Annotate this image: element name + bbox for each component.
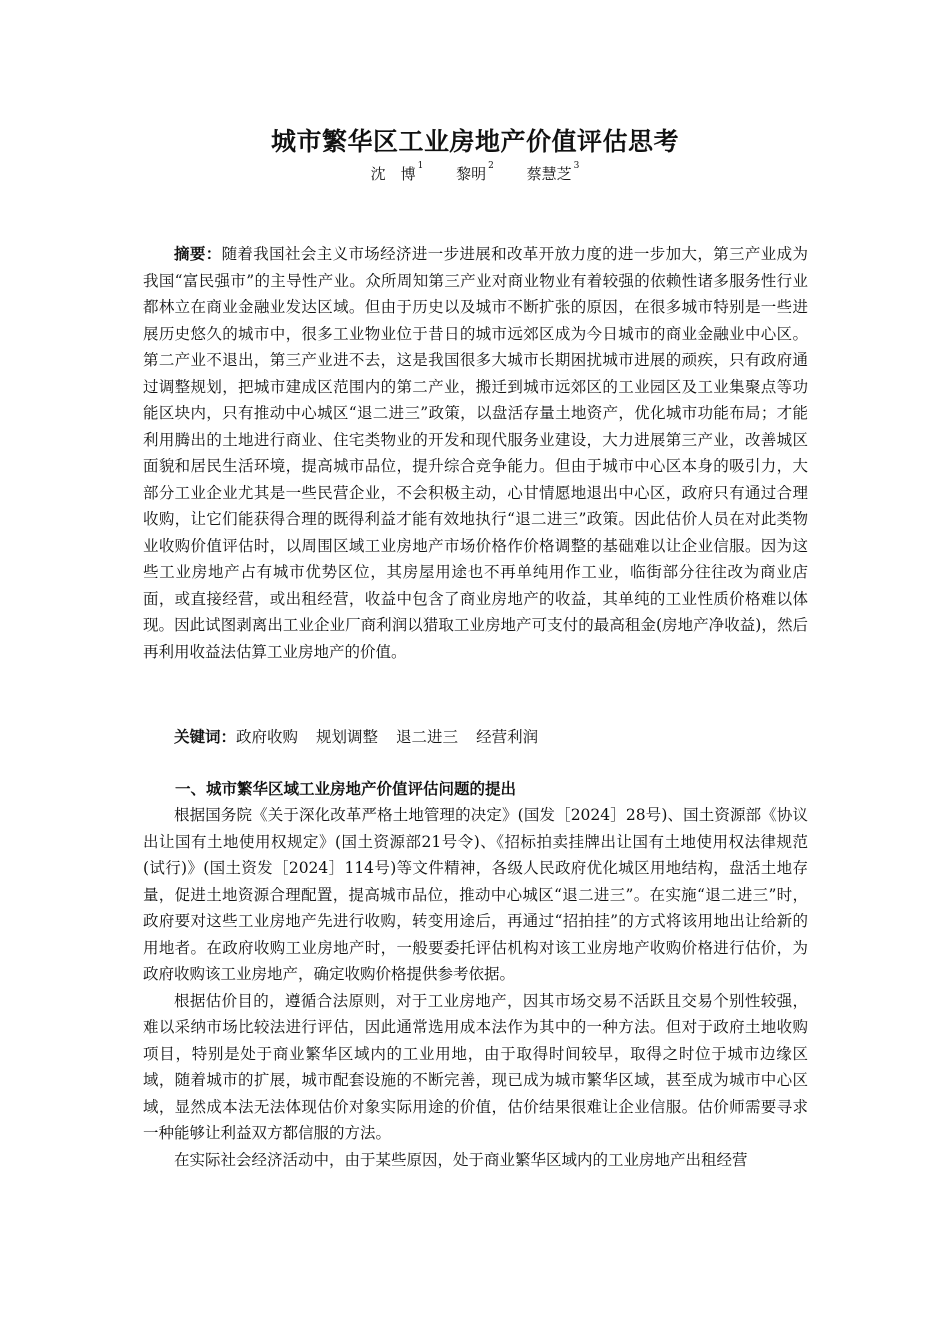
section-heading: 一、城市繁华区域工业房地产价值评估问题的提出 bbox=[175, 780, 517, 798]
section-body bbox=[143, 802, 808, 1173]
abstract-label: 摘要： bbox=[174, 245, 222, 263]
author-affiliation-mark: 3 bbox=[573, 161, 580, 171]
keyword: 经营利润 bbox=[476, 728, 539, 746]
author-1 bbox=[371, 163, 424, 184]
keyword: 政府收购 bbox=[236, 728, 299, 746]
author-2 bbox=[456, 163, 494, 184]
author-list bbox=[0, 163, 950, 184]
body-paragraph: 在实际社会经济活动中，由于某些原因，处于商业繁华区域内的工业房地产出租经营 bbox=[174, 1150, 748, 1169]
author-name: 沈 博 bbox=[370, 165, 416, 183]
keyword: 规划调整 bbox=[316, 728, 379, 746]
keywords-label: 关键词： bbox=[174, 728, 237, 746]
abstract-text: 随着我国社会主义市场经济进一步进展和改革开放力度的进一步加大，第三产业成为我国“富民强市”的主导性产业。众所周知第三产业对商业物业有着较强的依赖性诸多服务性行业都林立在商业金融业发达区域。但由于历史以及城市不断扩张的原因，在很多城市特别是一些进展历史悠久的城市中，很多工业物业位于昔日的城市远郊区成为今日城市的商业金融业中心区。第二产业不退出，第三产业进不去，这是我国很多大城市长期困扰城市进展的顽疾，只有政府通过调整规划，把城市建成区范围内的第二产业，搬迁到城市远郊区的工业园区及工业集聚点等功能区块内，只有推动中心城区“退二进三”政策，以盘活存量土地资产，优化城市功能布局；才能利用腾出的土地进行商业、住宅类物业的开发和现代服务业建设，大力进展第三产业，改善城区面貌和居民生活环境，提高城市品位，提升综合竞争能力。但由于城市中心区本身的吸引力，大部分工业企业尤其是一些民营企业，不会积极主动，心甘情愿地退出中心区，政府只有通过合理收购，让它们能获得合理的既得利益才能有效地执行“退二进三”政策。因此估价人员在对此类物业收购价值评估时，以周围区域工业房地产市场价格作价格调整的基础难以让企业信服。因为这些工业房地产占有城市优势区位，其房屋用途也不再单纯用作工业，临街部分往往改为商业店面，或直接经营，或出租经营，收益中包含了商业房地产的收益，其单纯的工业性质价格难以体现。因此试图剥离出工业企业厂商利润以猎取工业房地产可支付的最高租金(房地产净收益)，然后再利用收益法估算工业房地产的价值。 bbox=[143, 245, 808, 661]
author-name: 蔡慧芝 bbox=[526, 165, 572, 183]
author-affiliation-mark: 2 bbox=[488, 161, 494, 171]
body-paragraph: 根据国务院《关于深化改革严格土地管理的决定》(国发［2024］28号)、国土资源部《协议出让国有土地使用权规定》(国土资源部21号令)、《招标拍卖挂牌出让国有土地使用权法律规范(试行)》(国土资发［2024］114号)等文件精神，各级人民政府优化城区用地结构，盘活土地存量，促进土地资源合理配置，提高城市品位，推动中心城区“退二进三”。在实施“退二进三”时，政府要对这些工业房地产先进行收购，转变用途后，再通过“招拍挂”的方式将该用地出让给新的用地者。在政府收购工业房地产时，一般要委托评估机构对该工业房地产收购价格进行估价，为政府收购该工业房地产，确定收购价格提供参考依据。 bbox=[143, 806, 808, 983]
author-3 bbox=[527, 163, 580, 184]
keyword: 退二进三 bbox=[396, 728, 459, 746]
author-affiliation-mark: 1 bbox=[417, 161, 424, 171]
author-name: 黎明 bbox=[456, 165, 487, 183]
abstract-paragraph bbox=[143, 241, 808, 665]
keywords-line bbox=[143, 724, 808, 751]
body-paragraph: 根据估价目的，遵循合法原则，对于工业房地产，因其市场交易不活跃且交易个别性较强，难以采纳市场比较法进行评估，因此通常选用成本法作为其中的一种方法。但对于政府土地收购项目，特别是处于商业繁华区域内的工业用地，由于取得时间较早，取得之时位于城市边缘区域，随着城市的扩展，城市配套设施的不断完善，现已成为城市繁华区域，甚至成为城市中心区域，显然成本法无法体现估价对象实际用途的价值，估价结果很难让企业信服。估价师需要寻求一种能够让利益双方都信服的方法。 bbox=[143, 991, 808, 1142]
paper-title: 城市繁华区工业房地产价值评估思考 bbox=[270, 127, 679, 156]
